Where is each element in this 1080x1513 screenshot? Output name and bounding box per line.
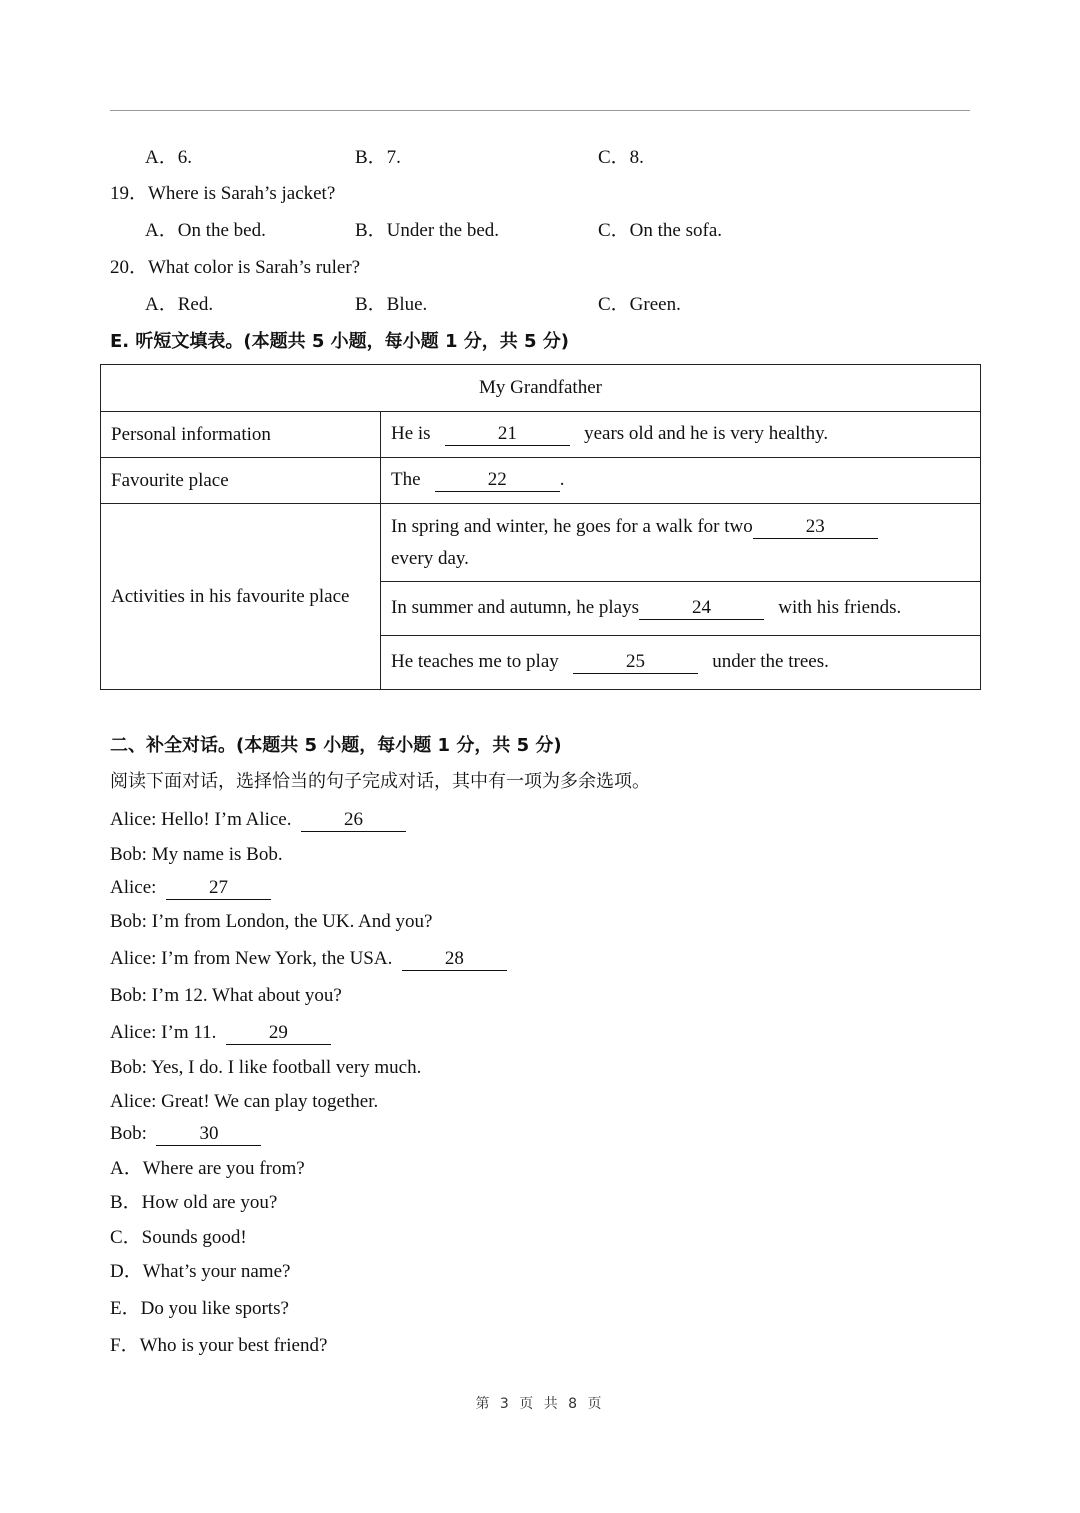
dialogue-option-f: F．Who is your best friend?	[110, 1335, 328, 1356]
row-content-place	[381, 458, 981, 504]
q19-option-c: C．On the sofa.	[598, 220, 723, 241]
row1-pre: He is	[391, 423, 431, 444]
blank-28: 28	[402, 948, 507, 971]
dialogue-line: Alice: Great! We can play together.	[110, 1091, 379, 1112]
dialogue-line: Bob: My name is Bob.	[110, 844, 283, 865]
q19-question: 19．Where is Sarah’s jacket?	[110, 183, 336, 204]
q20-option-b: B．Blue.	[355, 294, 428, 315]
row-label-place: Favourite place	[101, 458, 381, 504]
blank-23: 23	[753, 516, 878, 539]
row3c-pre: He teaches me to play	[391, 651, 559, 672]
row-content-activity-b	[381, 582, 981, 636]
dialogue-line	[110, 876, 271, 900]
section-2-instruction: 阅读下面对话，选择恰当的句子完成对话，其中有一项为多余选项。	[110, 771, 650, 792]
dialogue-line	[110, 1021, 331, 1045]
q20-option-c: C．Green.	[598, 294, 681, 315]
section-e-heading: E. 听短文填表。(本题共 5 小题，每小题 1 分，共 5 分)	[110, 331, 570, 352]
blank-22: 22	[435, 469, 560, 492]
dialogue-text: Alice: Hello! I’m Alice.	[110, 809, 292, 830]
row-label-personal: Personal information	[101, 412, 381, 458]
header-divider	[110, 110, 970, 111]
q19-option-b: B．Under the bed.	[355, 220, 500, 241]
row2-post: .	[559, 469, 565, 490]
dialogue-option-d: D．What’s your name?	[110, 1261, 291, 1282]
row-content-activity-c	[381, 636, 981, 690]
dialogue-line	[110, 808, 406, 832]
dialogue-text: Alice: I’m from New York, the USA.	[110, 948, 393, 969]
dialogue-line: Bob: I’m from London, the UK. And you?	[110, 911, 433, 932]
blank-30: 30	[156, 1123, 261, 1146]
dialogue-line: Bob: Yes, I do. I like football very much.	[110, 1057, 422, 1078]
grandfather-table	[100, 364, 981, 690]
dialogue-text: Bob:	[110, 1123, 147, 1144]
row-content-activity-a	[381, 504, 981, 582]
dialogue-option-b: B．How old are you?	[110, 1192, 278, 1213]
dialogue-line	[110, 947, 507, 971]
row-label-activities: Activities in his favourite place	[101, 504, 381, 690]
dialogue-line	[110, 1122, 261, 1146]
dialogue-line: Bob: I’m 12. What about you?	[110, 985, 342, 1006]
dialogue-text: Alice: I’m 11.	[110, 1022, 217, 1043]
page-footer: 第 3 页 共 8 页	[475, 1396, 605, 1412]
row3a-pre: In spring and winter, he goes for a walk for two	[391, 515, 753, 537]
row3c-post: under the trees.	[712, 651, 829, 672]
blank-29: 29	[226, 1022, 331, 1045]
q19-option-a: A．On the bed.	[145, 220, 266, 241]
table-title: My Grandfather	[101, 365, 981, 412]
dialogue-text: Alice:	[110, 877, 157, 898]
q20-question: 20．What color is Sarah’s ruler?	[110, 257, 361, 278]
q18-option-c: C．8.	[598, 147, 644, 168]
blank-26: 26	[301, 809, 406, 832]
blank-24: 24	[639, 597, 764, 620]
q20-option-a: A．Red.	[145, 294, 214, 315]
q18-option-b: B．7.	[355, 147, 401, 168]
q18-option-a: A．6.	[145, 147, 192, 168]
row3a-post: every day.	[391, 547, 469, 569]
dialogue-option-a: A．Where are you from?	[110, 1158, 305, 1179]
blank-21: 21	[445, 423, 570, 446]
section-2-heading: 二、补全对话。(本题共 5 小题，每小题 1 分，共 5 分)	[110, 735, 562, 756]
row2-pre: The	[391, 469, 421, 490]
dialogue-option-c: C．Sounds good!	[110, 1227, 247, 1248]
dialogue-option-e: E．Do you like sports?	[110, 1298, 289, 1319]
row3b-pre: In summer and autumn, he plays	[391, 597, 640, 618]
row3b-post: with his friends.	[778, 597, 902, 618]
row-content-personal	[381, 412, 981, 458]
blank-25: 25	[573, 651, 698, 674]
blank-27: 27	[166, 877, 271, 900]
row1-post: years old and he is very healthy.	[584, 423, 829, 444]
